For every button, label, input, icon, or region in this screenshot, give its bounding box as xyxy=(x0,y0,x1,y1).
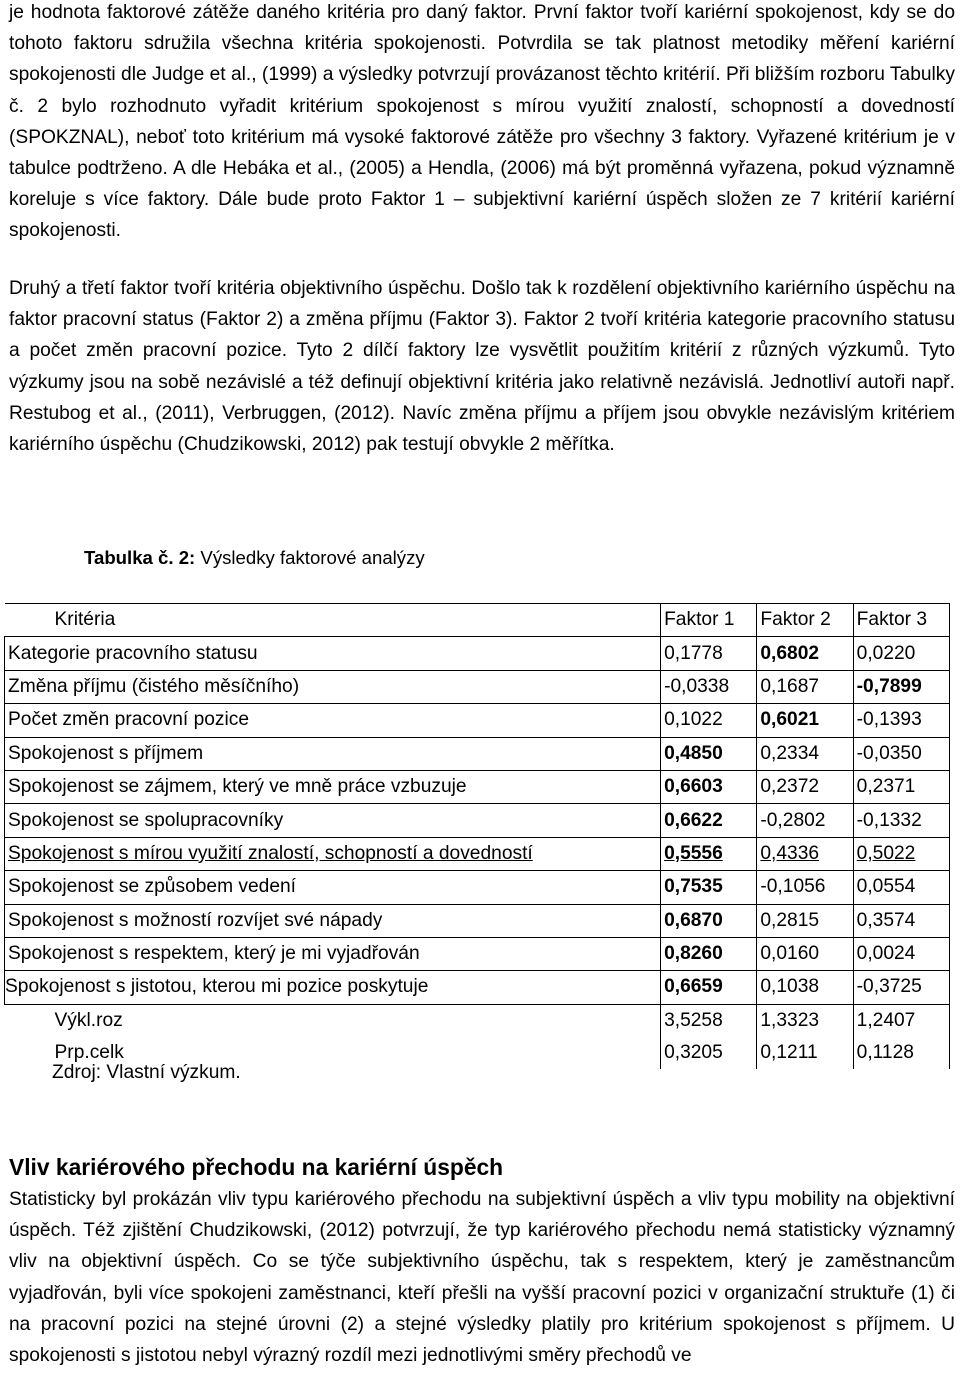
criterion-cell: Kategorie pracovního statusu xyxy=(5,637,661,670)
factor-2-cell: 0,2372 xyxy=(757,770,853,803)
section-heading: Vliv kariérového přechodu na kariérní úspěch xyxy=(9,1154,504,1180)
table-row xyxy=(5,804,950,837)
criterion-cell: Změna příjmu (čistého měsíčního) xyxy=(5,670,661,703)
factor-2-cell: 0,1038 xyxy=(757,971,853,1004)
factor-2-cell: 0,4336 xyxy=(757,837,853,870)
factor-1-cell: 0,4850 xyxy=(661,737,757,770)
table-row xyxy=(5,904,950,937)
factor-2-cell: 1,3323 xyxy=(757,1004,853,1037)
table-caption xyxy=(84,543,425,573)
factor-1-cell: 3,5258 xyxy=(661,1004,757,1037)
factor-1-cell: 0,8260 xyxy=(661,937,757,970)
factor-3-cell: -0,1332 xyxy=(853,804,949,837)
criterion-cell: Spokojenost s možností rozvíjet své nápady xyxy=(5,904,661,937)
header-factor-2: Faktor 2 xyxy=(757,604,853,637)
footer-label-cell: Výkl.roz xyxy=(54,1009,123,1031)
table-row xyxy=(5,937,950,970)
criterion-cell: Spokojenost se zájmem, který ve mně práce vzbuzuje xyxy=(5,770,661,803)
factor-3-cell: 0,1128 xyxy=(853,1037,949,1069)
factor-1-cell: 0,5556 xyxy=(661,837,757,870)
table-row xyxy=(5,704,950,737)
factor-2-cell: 0,1211 xyxy=(757,1037,853,1069)
factor-1-cell: 0,6659 xyxy=(661,971,757,1004)
factor-1-cell: -0,0338 xyxy=(661,670,757,703)
factor-1-cell: 0,7535 xyxy=(661,871,757,904)
paragraph-factors-two-three: Druhý a třetí faktor tvoří kritéria objektivního úspěchu. Došlo tak k rozdělení objektivního kariérního úspěchu na faktor pracovní status (Faktor 2) a změna příjmu (Faktor 3). Faktor 2 tvoří kritéria kategorie pracovního statusu a počet změn pracovní pozice. Tyto 2 dílčí faktory lze vysvětlit použitím kritérií z různých výzkumů. Tyto výzkumy jsou na sobě nezávislé a též definují objektivní kritéria jako relativně nezávislá. Jednotliví autoři např. Restubog et al., (2011), Verbruggen, (2012). Navíc změna příjmu a příjem jsou obvykle nezávislým kritériem kariérního úspěchu (Chudzikowski, 2012) pak testují obvykle 2 měřítka. xyxy=(9,278,955,456)
factor-3-cell: 0,0024 xyxy=(853,937,949,970)
table-row xyxy=(5,971,950,1004)
table-header-row xyxy=(5,604,950,637)
criterion-cell: Spokojenost se způsobem vedení xyxy=(5,871,661,904)
factor-2-cell: 0,6802 xyxy=(757,637,853,670)
paragraph-career-transition: Statisticky byl prokázán vliv typu kariérového přechodu na subjektivní úspěch a vliv typu mobility na objektivní úspěch. Též zjištění Chudzikowski, (2012) potvrzují, že typ kariérového přechodu nemá statisticky významný vliv na objektivní úspěch. Co se týče subjektivního úspěchu, tak s respektem, který je zaměstnancům vyjadřován, byli více spokojeni zaměstnanci, kteří přešli na vyšší pracovní pozici v organizační struktuře (1) či na pracovní pozici na stejné úrovni (2) a stejné výsledky platily pro kritérium spokojenost s příjmem. U spokojenosti s jistotou nebyl výrazný rozdíl mezi jednotlivými směry přechodů ve xyxy=(9,1189,955,1367)
footer-label-cell: Prp.celk xyxy=(54,1042,124,1064)
table-row xyxy=(5,871,950,904)
factor-2-cell: 0,0160 xyxy=(757,937,853,970)
criterion-cell: Spokojenost s příjmem xyxy=(5,737,661,770)
factor-2-cell: 0,2334 xyxy=(757,737,853,770)
factor-1-cell: 0,3205 xyxy=(661,1037,757,1069)
table-row xyxy=(5,737,950,770)
factor-1-cell: 0,6870 xyxy=(661,904,757,937)
factor-1-cell: 0,1022 xyxy=(661,704,757,737)
criterion-cell: Spokojenost s respektem, který je mi vyjadřován xyxy=(5,937,661,970)
factor-2-cell: 0,2815 xyxy=(757,904,853,937)
factor-3-cell: -0,7899 xyxy=(853,670,949,703)
factor-2-cell: -0,1056 xyxy=(757,871,853,904)
factor-3-cell: 0,3574 xyxy=(853,904,949,937)
criterion-cell: Počet změn pracovní pozice xyxy=(5,704,661,737)
table-row xyxy=(5,637,950,670)
factor-3-cell: 1,2407 xyxy=(853,1004,949,1037)
table-row xyxy=(5,670,950,703)
factor-2-cell: -0,2802 xyxy=(757,804,853,837)
table-caption-text: Výsledky faktorové analýzy xyxy=(195,547,425,568)
factor-2-cell: 0,1687 xyxy=(757,670,853,703)
criterion-cell: Spokojenost se spolupracovníky xyxy=(5,804,661,837)
header-factor-1: Faktor 1 xyxy=(661,604,757,637)
factor-3-cell: -0,3725 xyxy=(853,971,949,1004)
paragraph-factor-one: je hodnota faktorové zátěže daného kritéria pro daný faktor. První faktor tvoří kariérní spokojenost, kdy se do tohoto faktoru sdružila všechna kritéria spokojenosti. Potvrdila se tak platnost metodiky měření kariérní spokojenosti dle Judge et al., (1999) a výsledky potvrzují provázanost těchto kritérií. Při bližším rozboru Tabulky č. 2 bylo rozhodnuto vyřadit kritérium spokojenost s mírou využití znalostí, schopností a dovedností (SPOKZNAL), neboť toto kritérium má vysoké faktorové zátěže pro všechny 3 faktory. Vyřazené kritérium je v tabulce podtrženo. A dle Hebáka et al., (2005) a Hendla, (2006) má být proměnná vyřazena, pokud významně koreluje s více faktory. Dále bude proto Faktor 1 – subjektivní kariérní úspěch složen ze 7 kritérií kariérní spokojenosti. xyxy=(9,2,955,242)
factor-3-cell: 0,0554 xyxy=(853,871,949,904)
table-caption-label: Tabulka č. 2: xyxy=(84,547,196,568)
header-factor-3: Faktor 3 xyxy=(853,604,949,637)
criterion-cell: Spokojenost s mírou využití znalostí, schopností a dovedností xyxy=(5,837,661,870)
header-criteria: Kritéria xyxy=(5,604,661,637)
table-row xyxy=(5,770,950,803)
factor-1-cell: 0,6622 xyxy=(661,804,757,837)
factor-3-cell: 0,2371 xyxy=(853,770,949,803)
factor-1-cell: 0,1778 xyxy=(661,637,757,670)
source-note: Zdroj: Vlastní výzkum. xyxy=(52,1062,241,1083)
criterion-cell: Spokojenost s jistotou, kterou mi pozice poskytuje xyxy=(5,971,661,1004)
factor-3-cell: -0,1393 xyxy=(853,704,949,737)
factor-2-cell: 0,6021 xyxy=(757,704,853,737)
factor-analysis-table xyxy=(4,603,950,1069)
factor-3-cell: -0,0350 xyxy=(853,737,949,770)
factor-3-cell: 0,5022 xyxy=(853,837,949,870)
table-row xyxy=(5,837,950,870)
factor-1-cell: 0,6603 xyxy=(661,770,757,803)
factor-3-cell: 0,0220 xyxy=(853,637,949,670)
table-footer-row xyxy=(5,1004,950,1037)
